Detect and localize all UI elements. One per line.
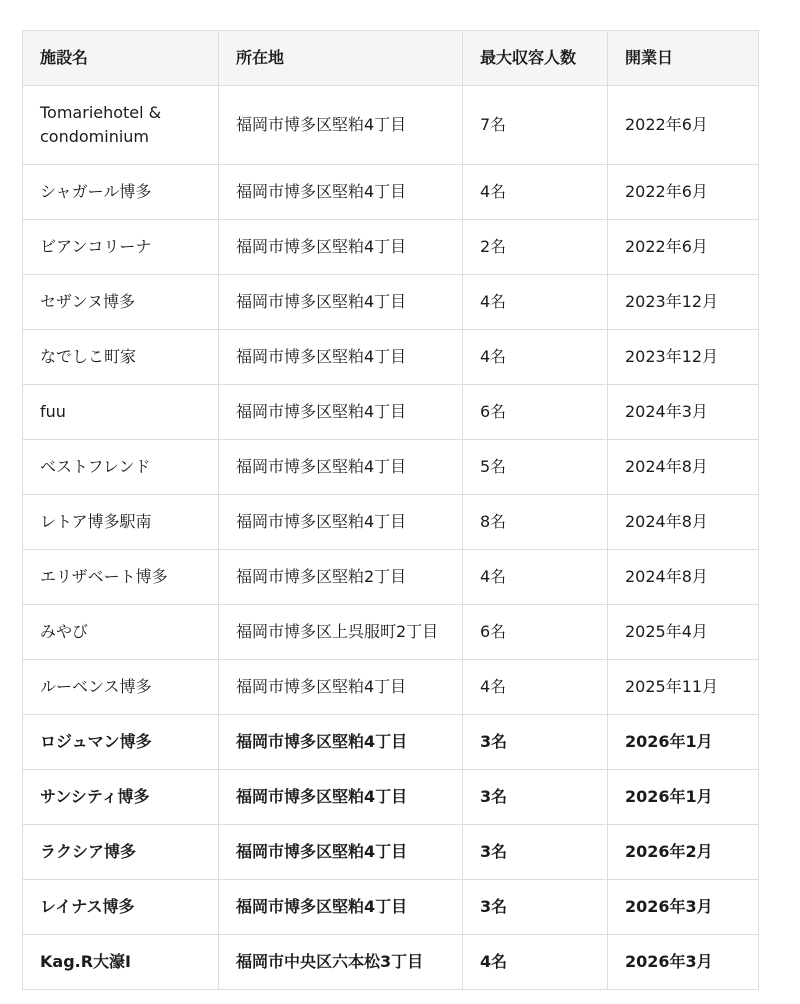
- cell-location: 福岡市博多区堅粕2丁目: [219, 550, 463, 605]
- cell-facility-name: レトア博多駅南: [23, 495, 219, 550]
- table-row: [23, 330, 759, 385]
- cell-opening-date: 2023年12月: [608, 275, 759, 330]
- cell-max-capacity: 4名: [463, 935, 608, 990]
- cell-location: 福岡市博多区上呉服町2丁目: [219, 605, 463, 660]
- table-row: [23, 275, 759, 330]
- column-header-facility-name: 施設名: [23, 31, 219, 86]
- cell-opening-date: 2026年1月: [608, 715, 759, 770]
- cell-opening-date: 2024年8月: [608, 495, 759, 550]
- cell-facility-name: なでしこ町家: [23, 330, 219, 385]
- cell-location: 福岡市博多区堅粕4丁目: [219, 86, 463, 165]
- cell-opening-date: 2024年3月: [608, 385, 759, 440]
- cell-max-capacity: 6名: [463, 605, 608, 660]
- cell-facility-name: レイナス博多: [23, 880, 219, 935]
- cell-max-capacity: 5名: [463, 440, 608, 495]
- column-header-max-capacity: 最大収容人数: [463, 31, 608, 86]
- cell-max-capacity: 4名: [463, 660, 608, 715]
- cell-location: 福岡市博多区堅粕4丁目: [219, 825, 463, 880]
- table-header: [23, 31, 759, 86]
- cell-facility-name: ベストフレンド: [23, 440, 219, 495]
- cell-facility-name: シャガール博多: [23, 165, 219, 220]
- header-row: [23, 31, 759, 86]
- cell-location: 福岡市博多区堅粕4丁目: [219, 440, 463, 495]
- cell-location: 福岡市博多区堅粕4丁目: [219, 715, 463, 770]
- cell-facility-name: ラクシア博多: [23, 825, 219, 880]
- cell-location: 福岡市博多区堅粕4丁目: [219, 275, 463, 330]
- cell-max-capacity: 3名: [463, 825, 608, 880]
- cell-max-capacity: 4名: [463, 275, 608, 330]
- cell-opening-date: 2026年2月: [608, 825, 759, 880]
- cell-opening-date: 2023年12月: [608, 330, 759, 385]
- cell-facility-name: ルーベンス博多: [23, 660, 219, 715]
- cell-opening-date: 2022年6月: [608, 86, 759, 165]
- cell-facility-name: ロジュマン博多: [23, 715, 219, 770]
- cell-max-capacity: 4名: [463, 550, 608, 605]
- cell-max-capacity: 3名: [463, 880, 608, 935]
- cell-facility-name: fuu: [23, 385, 219, 440]
- table-row: [23, 440, 759, 495]
- table-row: [23, 715, 759, 770]
- table-row: [23, 935, 759, 990]
- cell-location: 福岡市博多区堅粕4丁目: [219, 220, 463, 275]
- column-header-location: 所在地: [219, 31, 463, 86]
- table-row: [23, 495, 759, 550]
- cell-opening-date: 2024年8月: [608, 550, 759, 605]
- cell-opening-date: 2026年3月: [608, 935, 759, 990]
- cell-opening-date: 2026年1月: [608, 770, 759, 825]
- cell-max-capacity: 3名: [463, 770, 608, 825]
- cell-location: 福岡市博多区堅粕4丁目: [219, 660, 463, 715]
- cell-location: 福岡市博多区堅粕4丁目: [219, 770, 463, 825]
- table-row: [23, 86, 759, 165]
- cell-opening-date: 2022年6月: [608, 165, 759, 220]
- table-row: [23, 385, 759, 440]
- table-row: [23, 165, 759, 220]
- cell-max-capacity: 3名: [463, 715, 608, 770]
- cell-max-capacity: 7名: [463, 86, 608, 165]
- table-row: [23, 660, 759, 715]
- cell-opening-date: 2026年3月: [608, 880, 759, 935]
- table-row: [23, 825, 759, 880]
- table-row: [23, 605, 759, 660]
- cell-opening-date: 2025年4月: [608, 605, 759, 660]
- cell-opening-date: 2025年11月: [608, 660, 759, 715]
- facilities-table-container: [22, 30, 758, 990]
- cell-facility-name: ビアンコリーナ: [23, 220, 219, 275]
- cell-location: 福岡市博多区堅粕4丁目: [219, 165, 463, 220]
- cell-facility-name: Tomariehotel & condominium: [23, 86, 219, 165]
- table-row: [23, 770, 759, 825]
- table-row: [23, 550, 759, 605]
- cell-facility-name: みやび: [23, 605, 219, 660]
- cell-location: 福岡市博多区堅粕4丁目: [219, 385, 463, 440]
- cell-facility-name: Kag.R大濠I: [23, 935, 219, 990]
- cell-max-capacity: 2名: [463, 220, 608, 275]
- cell-max-capacity: 6名: [463, 385, 608, 440]
- cell-opening-date: 2024年8月: [608, 440, 759, 495]
- cell-facility-name: セザンヌ博多: [23, 275, 219, 330]
- table-body: [23, 86, 759, 990]
- cell-max-capacity: 4名: [463, 330, 608, 385]
- table-row: [23, 880, 759, 935]
- cell-location: 福岡市博多区堅粕4丁目: [219, 330, 463, 385]
- column-header-opening-date: 開業日: [608, 31, 759, 86]
- cell-facility-name: エリザベート博多: [23, 550, 219, 605]
- cell-max-capacity: 8名: [463, 495, 608, 550]
- cell-max-capacity: 4名: [463, 165, 608, 220]
- cell-location: 福岡市博多区堅粕4丁目: [219, 880, 463, 935]
- cell-facility-name: サンシティ博多: [23, 770, 219, 825]
- cell-opening-date: 2022年6月: [608, 220, 759, 275]
- table-row: [23, 220, 759, 275]
- facilities-table: [22, 30, 759, 990]
- cell-location: 福岡市中央区六本松3丁目: [219, 935, 463, 990]
- cell-location: 福岡市博多区堅粕4丁目: [219, 495, 463, 550]
